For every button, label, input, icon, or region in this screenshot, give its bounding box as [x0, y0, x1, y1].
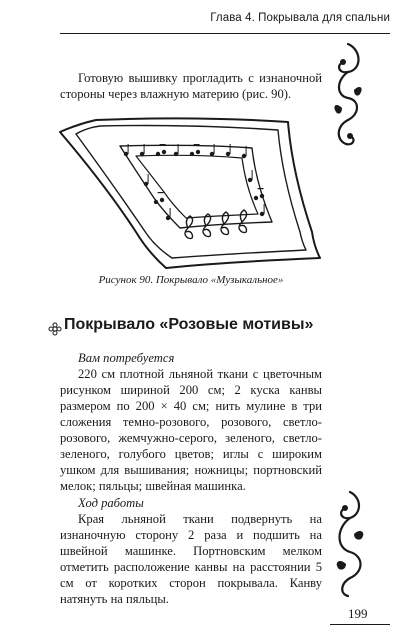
work-text: Края льняной ткани подвернуть на изнаночную сторону 2 раза и подшить на швейной машинке. Портновским мелком отметить расположение канвы на расстоянии 5 см от коротких сторон покрывала. Канву натянуть на пяльцы.: [60, 512, 322, 606]
materials-heading: Вам потребуется: [78, 351, 175, 365]
section-title: Покрывало «Розовые мотивы»: [64, 316, 314, 333]
work-heading: Ход работы: [78, 496, 144, 510]
page-number: 199: [348, 606, 368, 621]
intro-paragraph: [60, 70, 322, 102]
materials-paragraph: [60, 366, 322, 494]
figure-caption: Рисунок 90. Покрывало «Музыкальное»: [98, 274, 284, 286]
figure-coverlet-illustration: [56, 112, 326, 272]
ornament-top-right: [328, 40, 368, 150]
header-rule: [60, 33, 390, 34]
footer-rule: [330, 624, 390, 625]
materials-text: 220 см плотной льняной ткани с цветочным рисунком шириной 200 см; 2 куска канвы размером по 200 × 40 см; нить мулине в три сложения темно-розового, розового, светло-розового, жемчужно-серого, зеленого, светло-зеленого, голубого цветов; иглы с широким ушком для вышивания; ножницы; портновский мелок; пяльцы; швейная машинка.: [60, 367, 322, 493]
intro-text: Готовую вышивку прогладить с изнаночной стороны через влажную материю (рис. 90).: [60, 71, 322, 101]
running-header: Глава 4. Покрывала для спальни: [210, 12, 390, 24]
flower-bullet-icon: [48, 322, 62, 336]
work-paragraph: [60, 511, 322, 607]
ornament-bottom-right: [330, 488, 370, 600]
